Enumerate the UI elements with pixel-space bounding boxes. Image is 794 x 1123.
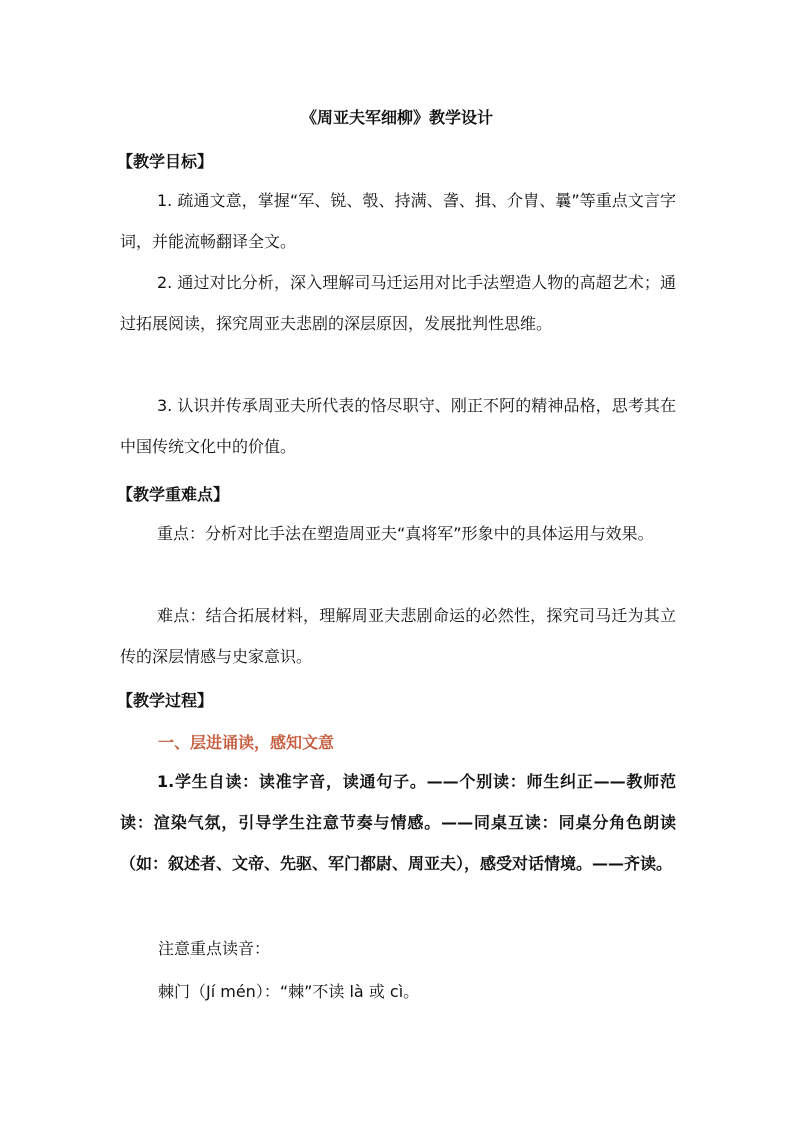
process-step-1: 1.学生自读：读准字音，读通句子。——个别读：师生纠正——教师范读：渲染气氛，引导学生注意节奏与情感。——同桌互读：同桌分角色朗读（如：叙述者、文帝、先驱、军门都尉、周亚夫），感受对话情境。——齐读。 — [120, 772, 676, 873]
process-section-1-title: 一、层进诵读，感知文意 — [158, 733, 335, 752]
key-point-focus: 重点：分析对比手法在塑造周亚夫“真将军”形象中的具体运用与效果。 — [157, 524, 654, 543]
objective-item-3: 3. 认识并传承周亚夫所代表的恪尽职守、刚正不阿的精神品格，思考其在中国传统文化中的价值。 — [120, 396, 676, 456]
pronunciation-item: 棘门（Jí mén）：“棘”不读 là 或 cì。 — [158, 982, 420, 1001]
objective-item-1: 1. 疏通文意，掌握“军、锐、彀、持满、詟、揖、介胄、曩”等重点文言字词，并能流畅翻译全文。 — [120, 191, 676, 251]
process-heading: 【教学过程】 — [117, 691, 214, 710]
objective-item-2: 2. 通过对比分析，深入理解司马迁运用对比手法塑造人物的高超艺术；通过拓展阅读，探究周亚夫悲剧的深层原因，发展批判性思维。 — [120, 273, 676, 333]
document-title: 《周亚夫军细柳》教学设计 — [300, 108, 493, 127]
objectives-heading: 【教学目标】 — [117, 152, 214, 171]
pronunciation-heading: 注意重点读音： — [158, 939, 271, 958]
key-points-heading: 【教学重难点】 — [117, 485, 230, 504]
key-point-difficulty: 难点：结合拓展材料，理解周亚夫悲剧命运的必然性，探究司马迁为其立传的深层情感与史家意识。 — [120, 606, 676, 666]
